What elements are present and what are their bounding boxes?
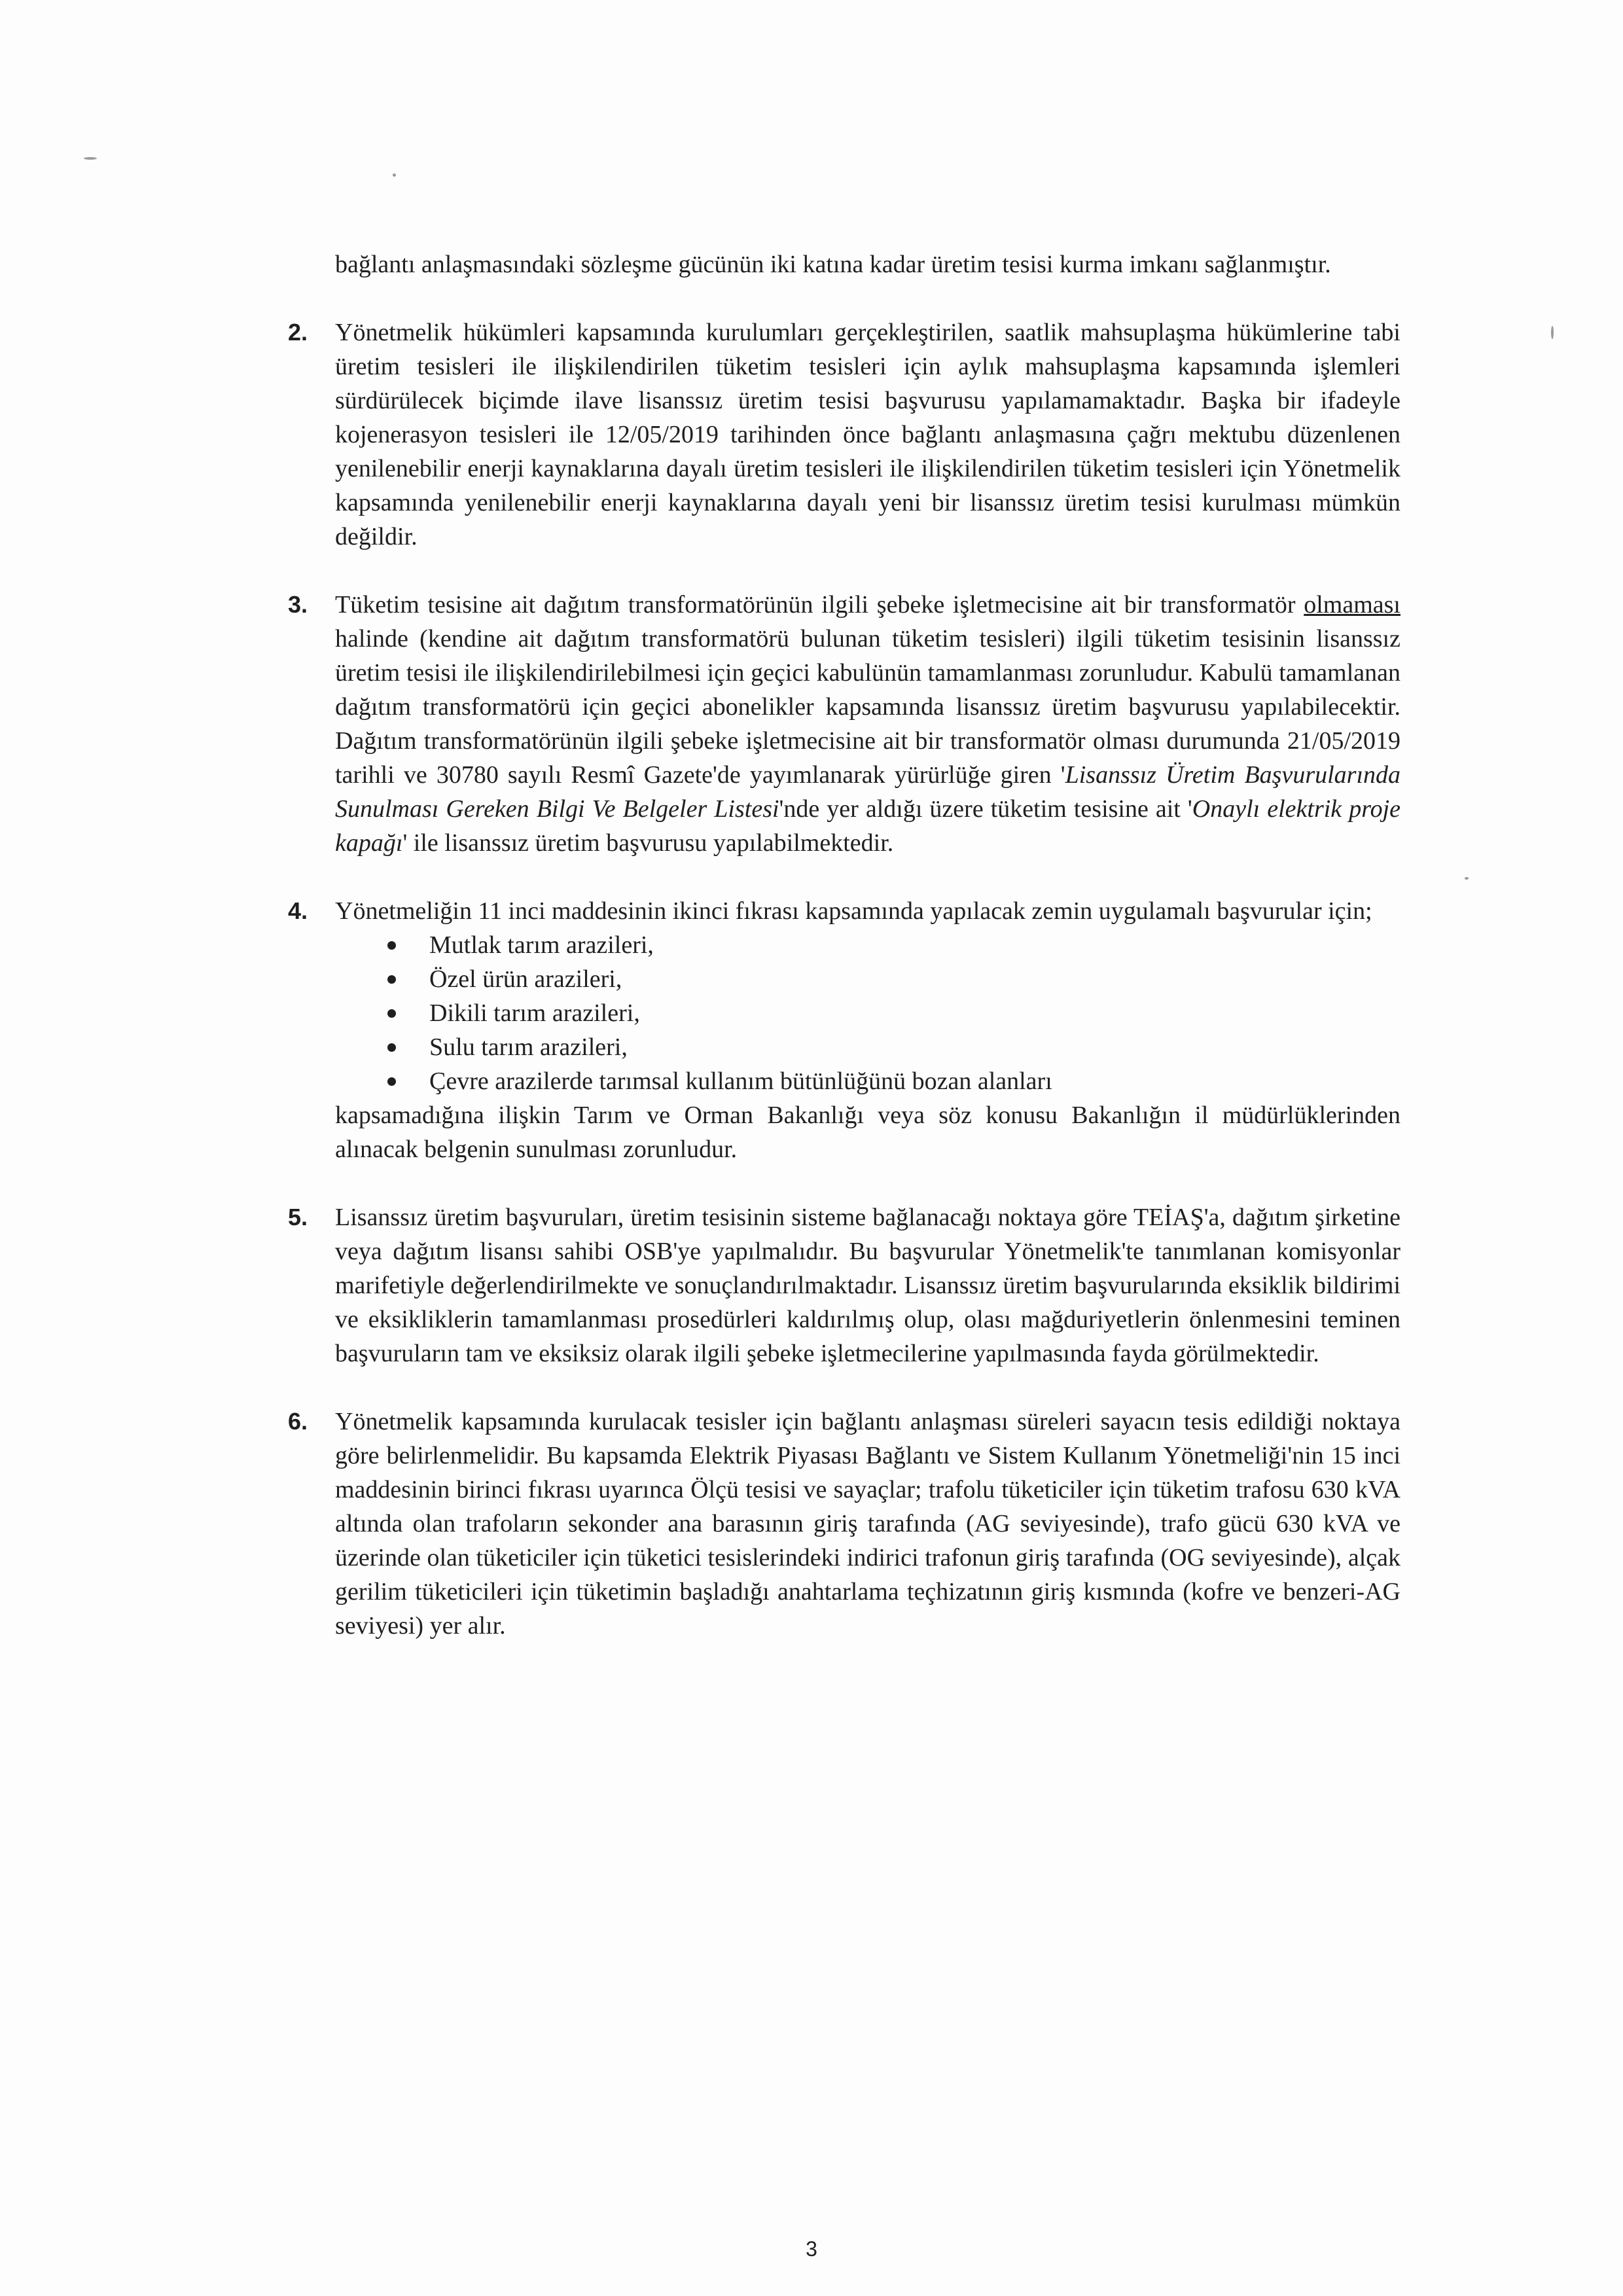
page-number: 3 [806, 2237, 817, 2261]
land-type-list [335, 928, 1400, 1098]
item-5 [288, 1200, 1400, 1371]
item-3 [288, 588, 1400, 860]
bullet-icon [387, 1077, 396, 1086]
list-item [382, 962, 1400, 996]
intro-paragraph: bağlantı anlaşmasındaki sözleşme gücünün iki katına kadar üretim tesisi kurma imkanı sağlanmıştır. [335, 251, 1331, 278]
bullet-icon [387, 975, 396, 984]
item-number: 4. [288, 897, 308, 924]
document-body [288, 247, 1400, 1643]
list-item [382, 1030, 1400, 1064]
item-6 [288, 1405, 1400, 1643]
item-5-text: Lisanssız üretim başvuruları, üretim tesisinin sisteme bağlanacağı noktaya göre TEİAŞ'a, dağıtım şirketine veya dağıtım lisansı sahibi OSB'ye yapılmalıdır. Bu başvurular Yönetmelik'te tanımlanan komisyonlar marifetiyle değerlendirilmekte ve sonuçlandırılmaktadır. Lisanssız üretim başvurularında eksiklik bildirimi ve eksikliklerin tamamlanması prosedürleri kaldırılmış olup, olası mağduriyetlerin önlenmesini teminen başvuruların tam ve eksiksiz olarak ilgili şebeke işletmecilerine yapılmasında fayda görülmektedir. [335, 1204, 1400, 1367]
italic-document-title: Onaylı elektrik proje kapağı [335, 795, 1400, 857]
item-4 [288, 894, 1400, 1166]
list-item [382, 928, 1400, 962]
text-segment: Tüketim tesisine ait dağıtım transformatörünün ilgili şebeke işletmecisine ait bir transformatör [335, 591, 1304, 619]
text-segment: 'nde yer aldığı üzere tüketim tesisine ait ' [779, 795, 1192, 823]
item-number: 2. [288, 319, 308, 346]
text-segment: ' ile lisanssız üretim başvurusu yapılabilmektedir. [402, 829, 894, 857]
item-3-text [335, 588, 1400, 860]
item-4-text: Yönetmeliğin 11 inci maddesinin ikinci fıkrası kapsamında yapılacak zemin uygulamalı başvurular için; [335, 897, 1372, 925]
item-2 [288, 315, 1400, 554]
scan-speck [84, 157, 97, 160]
list-item-label: Çevre arazilerde tarımsal kullanım bütünlüğünü bozan alanları [429, 1067, 1052, 1095]
bullet-icon [387, 941, 396, 950]
list-item-label: Mutlak tarım arazileri, [429, 931, 654, 959]
list-item-label: Özel ürün arazileri, [429, 965, 622, 993]
item-number: 5. [288, 1204, 308, 1230]
list-item [382, 1064, 1400, 1098]
item-6-text: Yönetmelik kapsamında kurulacak tesisler için bağlantı anlaşması süreleri sayacın tesis edildiği noktaya göre belirlenmelidir. Bu kapsamda Elektrik Piyasası Bağlantı ve Sistem Kullanım Yönetmeliği'nin 15 inci maddesinin birinci fıkrası uyarınca Ölçü tesisi ve sayaçlar; trafolu tüketiciler için tüketim trafosu 630 kVA altında olan trafoların sekonder ana barasının giriş tarafında (AG seviyesinde), trafo gücü 630 kVA ve üzerinde olan tüketiciler için tüketici tesislerindeki indirici trafonun giriş tarafında (OG seviyesinde), alçak gerilim tüketicileri için tüketimin başladığı anahtarlama teçhizatının giriş kısmında (kofre ve benzeri-AG seviyesi) yer alır. [335, 1408, 1400, 1640]
item-2-text: Yönetmelik hükümleri kapsamında kurulumları gerçekleştirilen, saatlik mahsuplaşma hükümlerine tabi üretim tesisleri ile ilişkilendirilen tüketim tesisleri için aylık mahsuplaşma kapsamında işlemleri sürdürülecek biçimde ilave lisanssız üretim tesisi başvurusu yapılamamaktadır. Başka bir ifadeyle kojenerasyon tesisleri ile 12/05/2019 tarihinden önce bağlantı anlaşmasına çağrı mektubu düzenlenen yenilenebilir enerji kaynaklarına dayalı üretim tesisleri ile ilişkilendirilen tüketim tesisleri için Yönetmelik kapsamında yenilenebilir enerji kaynaklarına dayalı yeni bir lisanssız üretim tesisi kurulması mümkün değildir. [335, 319, 1400, 550]
underlined-term: olmaması [1304, 591, 1400, 619]
list-item-label: Dikili tarım arazileri, [429, 999, 640, 1027]
item-number: 3. [288, 591, 308, 618]
bullet-icon [387, 1043, 396, 1052]
text-segment: halinde (kendine ait dağıtım transformatörü bulunan tüketim tesisleri) ilgili tüketim tesisinin lisanssız üretim tesisi ile ilişkilendirilebilmesi için geçici kabulünün tamamlanması zorunludur. Kabulü tamamlanan dağıtım transformatörü için geçici abonelikler kapsamında lisanssız üretim başvurusu yapılabilecektir. Dağıtım transformatörünün ilgili şebeke işletmecisine ait bir transformatör olması durumunda 21/05/2019 tarihli ve 30780 sayılı Resmî Gazete'de yayımlanarak yürürlüğe giren ' [335, 625, 1400, 789]
italic-document-title: Lisanssız Üretim Başvurularında Sunulması Gereken Bilgi Ve Belgeler Listesi [335, 761, 1401, 823]
scan-speck [1551, 326, 1554, 339]
item-number: 6. [288, 1408, 308, 1435]
list-item-label: Sulu tarım arazileri, [429, 1033, 628, 1061]
scan-speck [1465, 877, 1469, 880]
scan-speck [393, 173, 396, 177]
list-item [382, 996, 1400, 1030]
item-4-after-text: kapsamadığına ilişkin Tarım ve Orman Bakanlığı veya söz konusu Bakanlığın il müdürlüklerinden alınacak belgenin sunulması zorunludur. [335, 1102, 1400, 1163]
bullet-icon [387, 1009, 396, 1018]
